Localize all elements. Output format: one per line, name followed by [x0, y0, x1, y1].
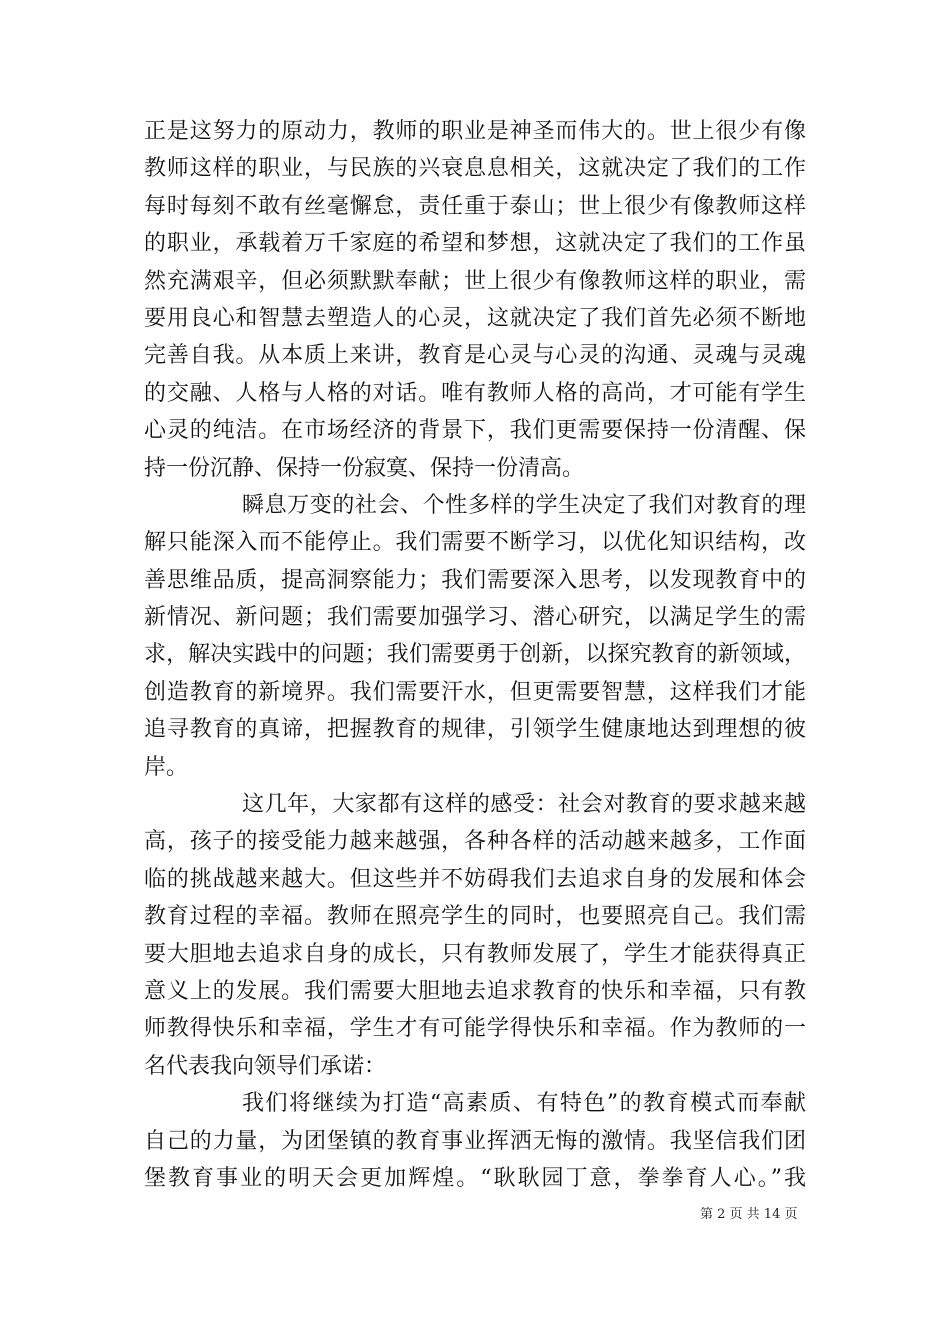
- text-line: 追寻教育的真谛，把握教育的规律，引领学生健康地达到理想的彼: [144, 717, 806, 743]
- text-line: 然充满艰辛，但必须默默奉献；世上很少有像教师这样的职业，需: [144, 268, 806, 294]
- text-line: 堡教育事业的明天会更加辉煌。“耿耿园丁意，拳拳育人心。”我: [144, 1165, 806, 1191]
- text-line: 要用良心和智慧去塑造人的心灵，这就决定了我们首先必须不断地: [144, 305, 806, 331]
- text-line: 每时每刻不敢有丝毫懈怠，责任重于泰山；世上很少有像教师这样: [144, 193, 806, 219]
- document-body: [144, 113, 806, 1197]
- text-line: 持一份沉静、保持一份寂寞、保持一份清高。: [144, 455, 585, 481]
- text-line: 临的挑战越来越大。但这些并不妨碍我们去追求自身的发展和体会: [144, 866, 806, 892]
- text-line: 善思维品质，提高洞察能力；我们需要深入思考，以发现教育中的: [144, 567, 806, 593]
- text-line: 瞬息万变的社会、个性多样的学生决定了我们对教育的理: [242, 492, 806, 518]
- text-line: 新情况、新问题；我们需要加强学习、潜心研究，以满足学生的需: [144, 605, 806, 631]
- text-line: 名代表我向领导们承诺：: [144, 1053, 387, 1079]
- text-line: 解只能深入而不能停止。我们需要不断学习，以优化知识结构，改: [144, 530, 806, 556]
- paragraph-1: [144, 113, 806, 487]
- text-line: 意义上的发展。我们需要大胆地去追求教育的快乐和幸福，只有教: [144, 978, 806, 1004]
- text-line: 的交融、人格与人格的对话。唯有教师人格的高尚，才可能有学生: [144, 380, 806, 406]
- text-line: 师教得快乐和幸福，学生才有可能学得快乐和幸福。作为教师的一: [144, 1016, 806, 1042]
- text-line: 高，孩子的接受能力越来越强，各种各样的活动越来越多，工作面: [144, 829, 806, 855]
- page-number-footer: 第 2 页 共 14 页: [700, 1207, 798, 1222]
- text-line: 这几年，大家都有这样的感受：社会对教育的要求越来越: [242, 792, 806, 818]
- text-line: 完善自我。从本质上来讲，教育是心灵与心灵的沟通、灵魂与灵魂: [144, 343, 806, 369]
- text-line: 心灵的纯洁。在市场经济的背景下，我们更需要保持一份清醒、保: [144, 418, 806, 444]
- text-line: 我们将继续为打造“高素质、有特色”的教育模式而奉献: [242, 1091, 806, 1117]
- paragraph-3: [144, 786, 806, 1085]
- text-line: 自己的力量，为团堡镇的教育事业挥洒无悔的激情。我坚信我们团: [144, 1128, 806, 1154]
- text-line: 的职业，承载着万千家庭的希望和梦想，这就决定了我们的工作虽: [144, 231, 806, 257]
- text-line: 正是这努力的原动力，教师的职业是神圣而伟大的。世上很少有像: [144, 119, 806, 144]
- paragraph-2: [144, 487, 806, 786]
- text-line: 创造教育的新境界。我们需要汗水，但更需要智慧，这样我们才能: [144, 679, 806, 705]
- text-line: 教师这样的职业，与民族的兴衰息息相关，这就决定了我们的工作: [144, 156, 806, 182]
- text-line: 要大胆地去追求自身的成长，只有教师发展了，学生才能获得真正: [144, 941, 806, 967]
- text-line: 教育过程的幸福。教师在照亮学生的同时，也要照亮自己。我们需: [144, 904, 806, 930]
- text-line: 求，解决实践中的问题；我们需要勇于创新，以探究教育的新领域，: [144, 642, 806, 668]
- text-line: 岸。: [144, 754, 189, 780]
- paragraph-4: [144, 1085, 806, 1197]
